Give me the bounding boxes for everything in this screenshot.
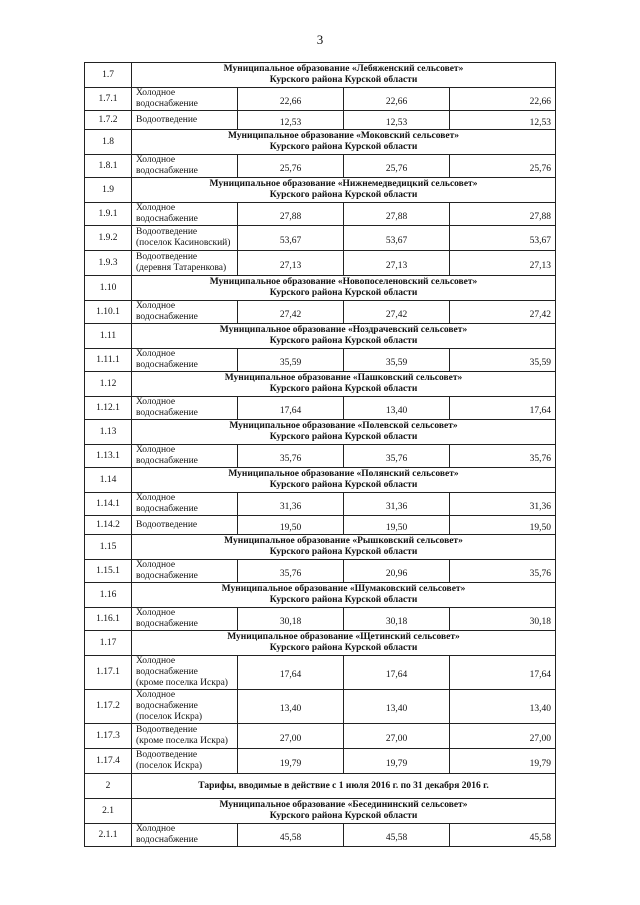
municipality-district-line: Курского района Курской области: [269, 384, 418, 394]
service-name-line: Водоотведение: [136, 725, 198, 735]
tariff-value-2: [344, 690, 450, 724]
tariff-value-2: [344, 203, 450, 226]
tariff-value-3-text: 35,59: [529, 357, 551, 368]
municipality-title: [132, 774, 556, 799]
service-name: [132, 724, 238, 749]
tariff-value-2-text: 31,36: [385, 501, 408, 512]
service-name: Холодное водоснабжение: [132, 608, 238, 631]
tariff-value-2-text: 19,50: [385, 522, 408, 533]
service-name: Водоотведение: [132, 516, 238, 535]
section-header-row: [85, 774, 556, 799]
service-name-line: Холодное водоснабжение: [136, 656, 198, 677]
tariff-value-3: [450, 445, 556, 468]
tariff-value-3-text: 19,79: [529, 758, 551, 769]
municipality-title-line: Муниципальное образование «Моковский сельсовет»: [227, 131, 460, 141]
tariff-row: [85, 608, 556, 631]
tariff-row: [85, 203, 556, 226]
municipality-header-row: [85, 420, 556, 445]
tariff-value-2: [344, 608, 450, 631]
tariff-value-3-text: 35,76: [529, 453, 551, 464]
tariff-value-1: [238, 203, 344, 226]
municipality-title: [132, 178, 556, 203]
row-number: 1.9.3: [85, 251, 132, 276]
municipality-title-line: Муниципальное образование «Полянский сельсовет»: [228, 469, 459, 479]
tariff-value-1-text: 45,58: [279, 832, 302, 843]
tariff-value-1: [238, 690, 344, 724]
tariff-value-1-text: 35,76: [279, 568, 302, 579]
tariff-value-1-text: 30,18: [279, 616, 302, 627]
tariff-value-1: [238, 88, 344, 111]
tariff-value-1-text: 27,00: [279, 733, 302, 744]
tariff-value-2: [344, 155, 450, 178]
tariff-value-1: [238, 516, 344, 535]
tariff-value-3: [450, 608, 556, 631]
tariff-value-2-text: 53,67: [385, 235, 408, 246]
service-name: Холодное водоснабжение: [132, 560, 238, 583]
row-number: 1.17: [85, 631, 132, 656]
row-number: 1.17.1: [85, 656, 132, 690]
tariff-value-1-text: 22,66: [279, 96, 302, 107]
municipality-header-row: [85, 276, 556, 301]
tariff-value-3: [450, 397, 556, 420]
municipality-district-line: Курского района Курской области: [269, 75, 418, 85]
municipality-title-line: Тарифы, вводимые в действие с 1 июля 2016 г. по 31 декабря 2016 г.: [198, 780, 489, 791]
tariff-value-2-text: 13,40: [385, 704, 408, 714]
tariff-value-2-text: 13,40: [385, 405, 408, 416]
tariff-value-2: [344, 516, 450, 535]
tariff-row: [85, 226, 556, 251]
tariff-row: [85, 88, 556, 111]
tariff-value-1: [238, 724, 344, 749]
tariff-value-3: [450, 349, 556, 372]
service-name-line: Водоотведение: [136, 750, 198, 760]
service-name: Холодное водоснабжение: [132, 824, 238, 847]
tariff-value-1: [238, 608, 344, 631]
page-number: 3: [316, 32, 324, 47]
municipality-header-row: [85, 468, 556, 493]
tariff-value-1: [238, 155, 344, 178]
tariff-row: [85, 824, 556, 847]
tariff-value-1-text: 17,64: [279, 405, 302, 416]
municipality-header-row: [85, 535, 556, 560]
municipality-district-line: Курского района Курской области: [269, 288, 418, 298]
tariff-value-1-text: 17,64: [279, 670, 302, 680]
tariff-value-3-text: 45,58: [529, 832, 551, 843]
row-number: 1.7.2: [85, 111, 132, 130]
row-number: 1.9.1: [85, 203, 132, 226]
municipality-header-row: [85, 324, 556, 349]
municipality-title-line: Муниципальное образование «Беседининский сельсовет»: [219, 800, 468, 810]
row-number: 1.15.1: [85, 560, 132, 583]
tariff-table: [84, 62, 556, 847]
tariff-value-3: [450, 493, 556, 516]
service-name: [132, 656, 238, 690]
tariff-value-2: [344, 749, 450, 774]
tariff-value-2: [344, 493, 450, 516]
tariff-row: [85, 349, 556, 372]
municipality-title: [132, 324, 556, 349]
row-number: 1.12.1: [85, 397, 132, 420]
municipality-header-row: [85, 130, 556, 155]
tariff-value-3-text: 27,00: [529, 733, 551, 744]
tariff-value-3-text: 17,64: [529, 405, 551, 416]
tariff-value-2-text: 35,76: [385, 453, 408, 464]
tariff-value-3-text: 13,40: [529, 704, 551, 714]
tariff-value-1-text: 27,42: [279, 309, 302, 320]
tariff-value-1-text: 27,88: [279, 211, 302, 222]
tariff-value-3-text: 31,36: [529, 501, 551, 512]
tariff-value-1-text: 35,76: [279, 453, 302, 464]
tariff-value-3-text: 27,13: [529, 260, 551, 271]
service-name: Холодное водоснабжение: [132, 349, 238, 372]
row-number: 1.13.1: [85, 445, 132, 468]
tariff-row: [85, 397, 556, 420]
service-name: Холодное водоснабжение: [132, 493, 238, 516]
service-name-qualifier: (поселок Искра): [136, 761, 203, 771]
tariff-value-1: [238, 226, 344, 251]
tariff-value-3-text: 17,64: [529, 670, 551, 680]
municipality-header-row: [85, 372, 556, 397]
tariff-value-3: [450, 724, 556, 749]
tariff-row: [85, 445, 556, 468]
tariff-value-1: [238, 251, 344, 276]
tariff-value-1-text: 31,36: [279, 501, 302, 512]
tariff-value-3: [450, 88, 556, 111]
tariff-value-2: [344, 560, 450, 583]
row-number: 1.8.1: [85, 155, 132, 178]
tariff-value-1: [238, 656, 344, 690]
row-number: 1.8: [85, 130, 132, 155]
tariff-value-2-text: 27,42: [385, 309, 408, 320]
municipality-header-row: [85, 799, 556, 824]
municipality-header-row: [85, 178, 556, 203]
tariff-row: [85, 155, 556, 178]
service-name: Холодное водоснабжение: [132, 301, 238, 324]
municipality-title-line: Муниципальное образование «Ноздрачевский сельсовет»: [219, 325, 468, 335]
municipality-title-line: Муниципальное образование «Щетинский сельсовет»: [227, 632, 460, 642]
row-number: 1.9.2: [85, 226, 132, 251]
tariff-value-1-text: 19,50: [279, 522, 302, 533]
tariff-row: [85, 301, 556, 324]
municipality-district-line: Курского района Курской области: [269, 643, 418, 653]
tariff-value-3-text: 30,18: [529, 616, 551, 627]
tariff-value-3: [450, 301, 556, 324]
row-number: 1.10.1: [85, 301, 132, 324]
service-name: [132, 226, 238, 251]
tariff-value-2-text: 19,79: [385, 758, 408, 769]
municipality-title-line: Муниципальное образование «Шумаковский сельсовет»: [221, 584, 466, 594]
municipality-district-line: Курского района Курской области: [269, 336, 418, 346]
municipality-district-line: Курского района Курской области: [269, 142, 418, 152]
service-name: Водоотведение: [132, 111, 238, 130]
tariff-row: [85, 749, 556, 774]
tariff-value-3-text: 25,76: [529, 163, 551, 174]
tariff-value-3-text: 27,88: [529, 211, 551, 222]
tariff-value-3: [450, 203, 556, 226]
service-name: Холодное водоснабжение: [132, 397, 238, 420]
row-number: 1.14: [85, 468, 132, 493]
row-number: 1.17.2: [85, 690, 132, 724]
tariff-value-2-text: 30,18: [385, 616, 408, 627]
municipality-district-line: Курского района Курской области: [269, 432, 418, 442]
service-name-line: Водоотведение: [136, 252, 198, 262]
row-number: 1.7: [85, 63, 132, 88]
service-name: [132, 749, 238, 774]
tariff-value-3-text: 22,66: [529, 96, 551, 107]
municipality-title: [132, 420, 556, 445]
municipality-district-line: Курского района Курской области: [269, 190, 418, 200]
row-number: 1.9: [85, 178, 132, 203]
tariff-value-1-text: 12,53: [279, 117, 302, 128]
service-name-qualifier: (поселок Касиновский): [136, 238, 231, 248]
tariff-value-1: [238, 824, 344, 847]
row-number: 1.17.4: [85, 749, 132, 774]
tariff-value-3-text: 12,53: [529, 117, 551, 128]
municipality-title-line: Муниципальное образование «Полевской сельсовет»: [229, 421, 458, 431]
tariff-row: [85, 656, 556, 690]
tariff-value-3: [450, 824, 556, 847]
municipality-title: [132, 799, 556, 824]
municipality-title-line: Муниципальное образование «Нижнемедведицкий сельсовет»: [209, 179, 478, 189]
row-number: 1.17.3: [85, 724, 132, 749]
tariff-value-3-text: 27,42: [529, 309, 551, 320]
tariff-value-1: [238, 301, 344, 324]
tariff-value-3: [450, 656, 556, 690]
tariff-value-2-text: 45,58: [385, 832, 408, 843]
row-number: 1.15: [85, 535, 132, 560]
service-name: Холодное водоснабжение: [132, 445, 238, 468]
row-number: 1.11: [85, 324, 132, 349]
tariff-value-3: [450, 516, 556, 535]
municipality-header-row: [85, 631, 556, 656]
tariff-value-2: [344, 824, 450, 847]
tariff-value-1: [238, 560, 344, 583]
tariff-value-1: [238, 349, 344, 372]
municipality-title-line: Муниципальное образование «Пашковский сельсовет»: [224, 373, 463, 383]
municipality-title: [132, 631, 556, 656]
tariff-value-3: [450, 251, 556, 276]
service-name-line: Водоотведение: [136, 227, 198, 237]
tariff-value-2-text: 27,88: [385, 211, 408, 222]
tariff-value-2: [344, 656, 450, 690]
row-number: 1.14.2: [85, 516, 132, 535]
tariff-value-2: [344, 88, 450, 111]
tariff-value-2: [344, 301, 450, 324]
tariff-table-body: [85, 63, 556, 847]
row-number: 2: [85, 774, 132, 799]
municipality-district-line: Курского района Курской области: [269, 547, 418, 557]
tariff-row: [85, 111, 556, 130]
tariff-value-2-text: 27,00: [385, 733, 408, 744]
tariff-value-3: [450, 111, 556, 130]
tariff-value-3-text: 19,50: [529, 522, 551, 533]
tariff-value-1-text: 25,76: [279, 163, 302, 174]
tariff-value-2: [344, 251, 450, 276]
tariff-value-2-text: 22,66: [385, 96, 408, 107]
municipality-district-line: Курского района Курской области: [269, 811, 418, 821]
tariff-value-2-text: 25,76: [385, 163, 408, 174]
municipality-title: [132, 276, 556, 301]
row-number: 1.11.1: [85, 349, 132, 372]
municipality-header-row: [85, 583, 556, 608]
municipality-title: [132, 130, 556, 155]
service-name-qualifier: (поселок Искра): [136, 712, 203, 722]
municipality-district-line: Курского района Курской области: [269, 595, 418, 605]
service-name-line: Холодное водоснабжение: [136, 690, 198, 711]
municipality-title: [132, 372, 556, 397]
row-number: 1.13: [85, 420, 132, 445]
tariff-row: [85, 690, 556, 724]
tariff-value-1-text: 19,79: [279, 758, 302, 769]
tariff-value-3-text: 53,67: [529, 235, 551, 246]
tariff-value-3: [450, 560, 556, 583]
municipality-title: [132, 468, 556, 493]
row-number: 1.16: [85, 583, 132, 608]
tariff-value-3: [450, 226, 556, 251]
municipality-title: [132, 535, 556, 560]
tariff-value-1-text: 35,59: [279, 357, 302, 368]
tariff-value-1: [238, 111, 344, 130]
service-name: Холодное водоснабжение: [132, 203, 238, 226]
tariff-value-2: [344, 349, 450, 372]
tariff-value-3: [450, 155, 556, 178]
tariff-value-2: [344, 226, 450, 251]
tariff-value-2: [344, 397, 450, 420]
tariff-value-2-text: 20,96: [385, 568, 408, 579]
tariff-value-1: [238, 445, 344, 468]
tariff-row: [85, 493, 556, 516]
tariff-value-1: [238, 397, 344, 420]
tariff-value-3: [450, 749, 556, 774]
row-number: 1.10: [85, 276, 132, 301]
municipality-header-row: [85, 63, 556, 88]
service-name-qualifier: (кроме поселка Искра): [136, 736, 228, 746]
tariff-value-1: [238, 493, 344, 516]
tariff-row: [85, 560, 556, 583]
tariff-row: [85, 516, 556, 535]
row-number: 1.14.1: [85, 493, 132, 516]
service-name: Холодное водоснабжение: [132, 155, 238, 178]
tariff-value-2: [344, 445, 450, 468]
row-number: 2.1: [85, 799, 132, 824]
service-name-qualifier: (деревня Татаренкова): [136, 263, 227, 273]
municipality-title: [132, 583, 556, 608]
row-number: 1.16.1: [85, 608, 132, 631]
tariff-value-3: [450, 690, 556, 724]
row-number: 2.1.1: [85, 824, 132, 847]
tariff-value-1: [238, 749, 344, 774]
municipality-title-line: Муниципальное образование «Лебяженский сельсовет»: [223, 64, 464, 74]
service-name-qualifier: (кроме поселка Искра): [136, 678, 228, 688]
tariff-value-1-text: 27,13: [279, 260, 302, 271]
tariff-value-3-text: 35,76: [529, 568, 551, 579]
tariff-value-2-text: 35,59: [385, 357, 408, 368]
tariff-row: [85, 724, 556, 749]
tariff-value-2: [344, 724, 450, 749]
municipality-district-line: Курского района Курской области: [269, 480, 418, 490]
municipality-title-line: Муниципальное образование «Рышковский сельсовет»: [224, 536, 463, 546]
service-name: [132, 251, 238, 276]
tariff-value-2-text: 12,53: [385, 117, 408, 128]
tariff-row: [85, 251, 556, 276]
tariff-value-2: [344, 111, 450, 130]
tariff-value-2-text: 17,64: [385, 670, 408, 680]
tariff-value-2-text: 27,13: [385, 260, 408, 271]
service-name: Холодное водоснабжение: [132, 88, 238, 111]
municipality-title-line: Муниципальное образование «Новопоселеновский сельсовет»: [209, 277, 478, 287]
municipality-title: [132, 63, 556, 88]
service-name: [132, 690, 238, 724]
row-number: 1.7.1: [85, 88, 132, 111]
tariff-value-1-text: 13,40: [279, 704, 302, 714]
tariff-value-1-text: 53,67: [279, 235, 302, 246]
row-number: 1.12: [85, 372, 132, 397]
